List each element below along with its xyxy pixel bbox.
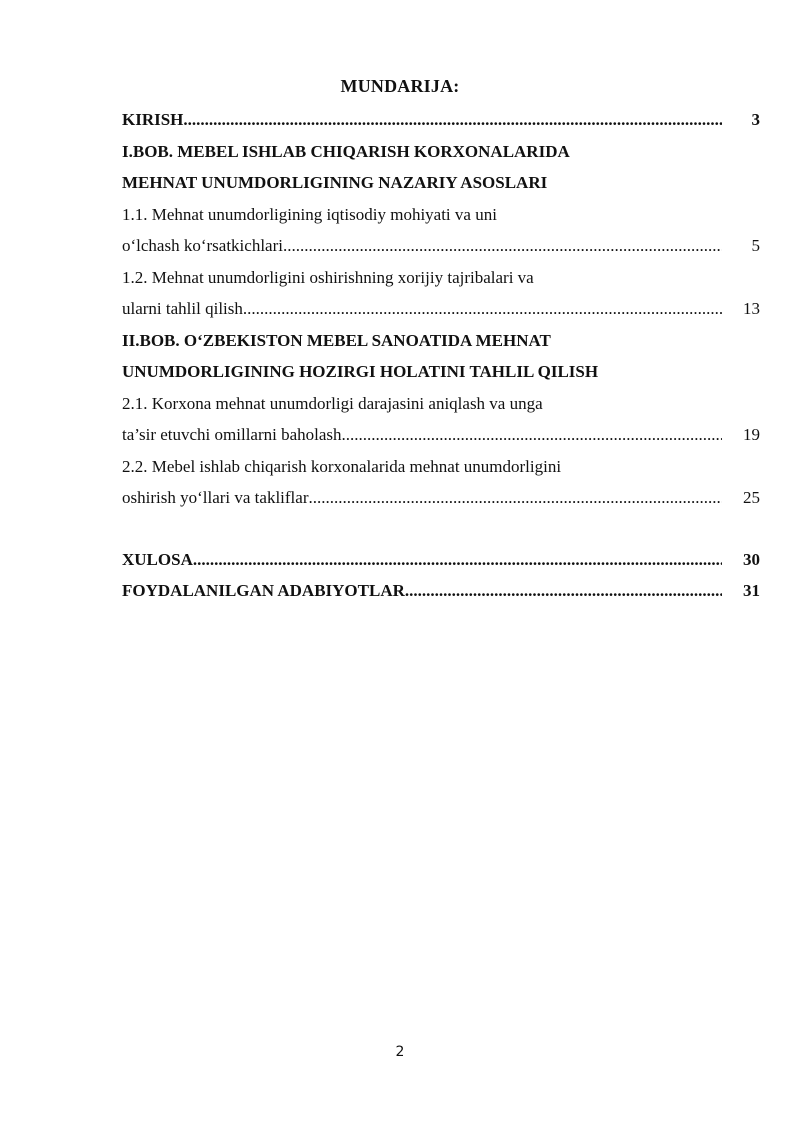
toc-section-1-2-cont[interactable]	[122, 293, 760, 325]
dot-leader	[283, 230, 722, 262]
toc-entry-page: 13	[743, 299, 760, 318]
toc-title: MUNDARIJA:	[340, 76, 460, 96]
toc-chapter-2-heading[interactable]	[122, 325, 760, 357]
toc-entry-page: 19	[743, 425, 760, 444]
toc-chapter-1-heading[interactable]	[122, 136, 760, 168]
toc-entry-text: II.BOB. O‘ZBEKISTON MEBEL SANOATIDA MEHNAT	[122, 330, 551, 350]
toc-entry-text: 1.1. Mehnat unumdorligining iqtisodiy mohiyati va uni	[122, 204, 497, 224]
toc-entry-text: MEHNAT UNUMDORLIGINING NAZARIY ASOSLARI	[122, 173, 548, 192]
toc-entry-text: UNUMDORLIGINING HOZIRGI HOLATINI TAHLIL QILISH	[122, 362, 599, 381]
toc-entry-text: FOYDALANILGAN ADABIYOTLAR	[122, 581, 405, 600]
toc-entry-text: o‘lchash ko‘rsatkichlari	[122, 236, 283, 255]
toc-entry-page: 5	[751, 236, 760, 255]
toc-entry-text: 1.2. Mehnat unumdorligini oshirishning xorijiy tajribalari va	[122, 267, 534, 287]
toc-entry-text: oshirish yo‘llari va takliflar	[122, 488, 309, 507]
toc-entry-text: ta’sir etuvchi omillarni baholash	[122, 425, 342, 444]
page-number: 2	[395, 1044, 405, 1060]
toc-entry-adabiyotlar[interactable]	[122, 575, 760, 607]
toc-entry-text: 2.1. Korxona mehnat unumdorligi darajasini aniqlash va unga	[122, 393, 543, 413]
toc-chapter-2-heading-cont[interactable]	[122, 356, 760, 388]
toc-entry-xulosa[interactable]	[122, 544, 760, 576]
toc-entry-page: 25	[743, 488, 760, 507]
toc-section-1-2[interactable]	[122, 262, 760, 294]
toc-entry-kirish[interactable]	[122, 104, 760, 136]
toc-section-2-2-cont[interactable]	[122, 482, 760, 514]
dot-leader	[243, 293, 722, 325]
toc-spacer	[122, 514, 760, 544]
dot-leader	[308, 482, 722, 514]
toc-entry-page: 3	[751, 110, 760, 129]
toc-section-2-1-cont[interactable]	[122, 419, 760, 451]
dot-leader	[193, 544, 722, 576]
toc-entry-page: 31	[743, 581, 760, 600]
table-of-contents	[122, 104, 760, 607]
toc-entry-text: 2.2. Mebel ishlab chiqarish korxonalarida mehnat unumdorligini	[122, 456, 562, 476]
toc-section-1-1-cont[interactable]	[122, 230, 760, 262]
dot-leader	[405, 575, 722, 607]
dot-leader	[342, 419, 722, 451]
toc-entry-page: 30	[743, 549, 760, 569]
toc-section-1-1[interactable]	[122, 199, 760, 231]
toc-section-2-1[interactable]	[122, 388, 760, 420]
toc-chapter-1-heading-cont[interactable]	[122, 167, 760, 199]
toc-entry-text: I.BOB. MEBEL ISHLAB CHIQARISH KORXONALARIDA	[122, 141, 570, 161]
toc-entry-text: XULOSA	[122, 549, 193, 569]
toc-section-2-2[interactable]	[122, 451, 760, 483]
dot-leader	[183, 104, 722, 136]
toc-entry-text: ularni tahlil qilish	[122, 299, 243, 318]
toc-entry-text: KIRISH	[122, 110, 184, 129]
